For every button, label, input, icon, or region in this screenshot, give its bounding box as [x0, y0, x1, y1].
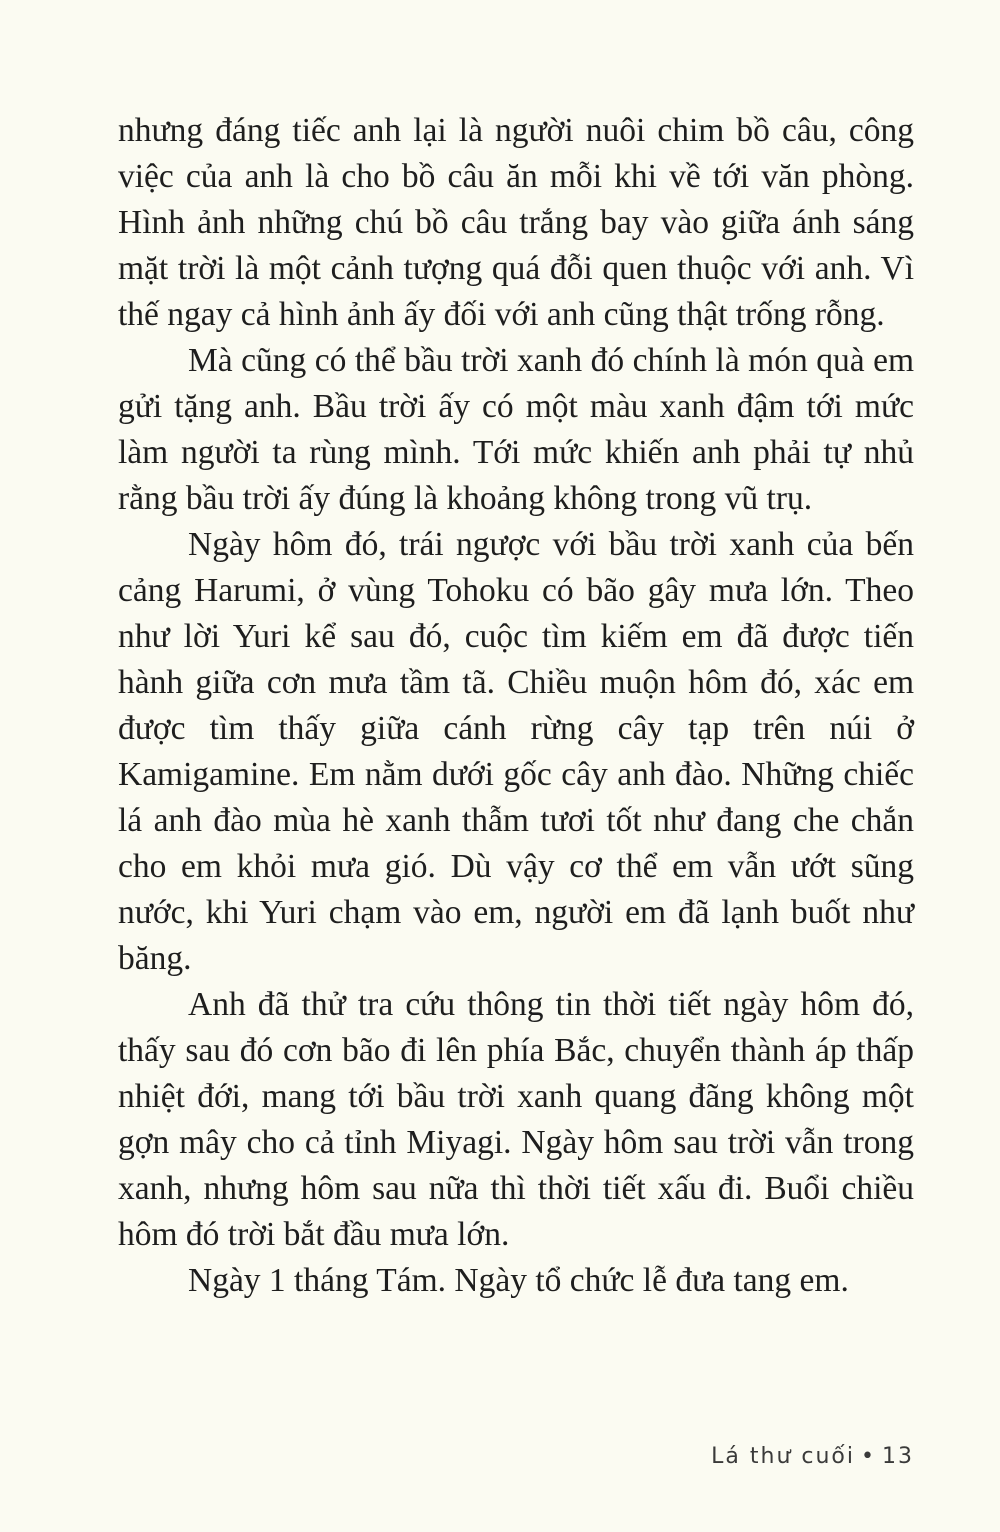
paragraph-2: Mà cũng có thể bầu trời xanh đó chính là món quà em gửi tặng anh. Bầu trời ấy có một màu xanh đậm tới mức làm người ta rùng mình. Tới mức khiến anh phải tự nhủ rằng bầu trời ấy đúng là khoảng không trong vũ trụ. — [118, 342, 914, 517]
paragraph-5: Ngày 1 tháng Tám. Ngày tổ chức lễ đưa tang em. — [188, 1262, 849, 1299]
running-footer — [711, 1444, 914, 1469]
book-title: Lá thư cuối — [711, 1444, 856, 1469]
footer-separator: • — [861, 1444, 876, 1469]
paragraph-1: nhưng đáng tiếc anh lại là người nuôi chim bồ câu, công việc của anh là cho bồ câu ăn mỗi khi về tới văn phòng. Hình ảnh những chú bồ câu trắng bay vào giữa ánh sáng mặt trời là một cảnh tượng quá đỗi quen thuộc với anh. Vì thế ngay cả hình ảnh ấy đối với anh cũng thật trống rỗng. — [118, 112, 914, 333]
paragraph-4: Anh đã thử tra cứu thông tin thời tiết ngày hôm đó, thấy sau đó cơn bão đi lên phía Bắc, chuyển thành áp thấp nhiệt đới, mang tới bầu trời xanh quang đãng không một gợn mây cho cả tỉnh Miyagi. Ngày hôm sau trời vẫn trong xanh, nhưng hôm sau nữa thì thời tiết xấu đi. Buổi chiều hôm đó trời bắt đầu mưa lớn. — [118, 986, 914, 1253]
body-text — [118, 108, 914, 1304]
paragraph-3: Ngày hôm đó, trái ngược với bầu trời xanh của bến cảng Harumi, ở vùng Tohoku có bão gây mưa lớn. Theo như lời Yuri kể sau đó, cuộc tìm kiếm em đã được tiến hành giữa cơn mưa tầm tã. Chiều muộn hôm đó, xác em được tìm thấy giữa cánh rừng cây tạp trên núi ở Kamigamine. Em nằm dưới gốc cây anh đào. Những chiếc lá anh đào mùa hè xanh thẫm tươi tốt như đang che chắn cho em khỏi mưa gió. Dù vậy cơ thể em vẫn ướt sũng nước, khi Yuri chạm vào em, người em đã lạnh buốt như băng. — [118, 526, 914, 977]
page-number: 13 — [882, 1444, 914, 1469]
